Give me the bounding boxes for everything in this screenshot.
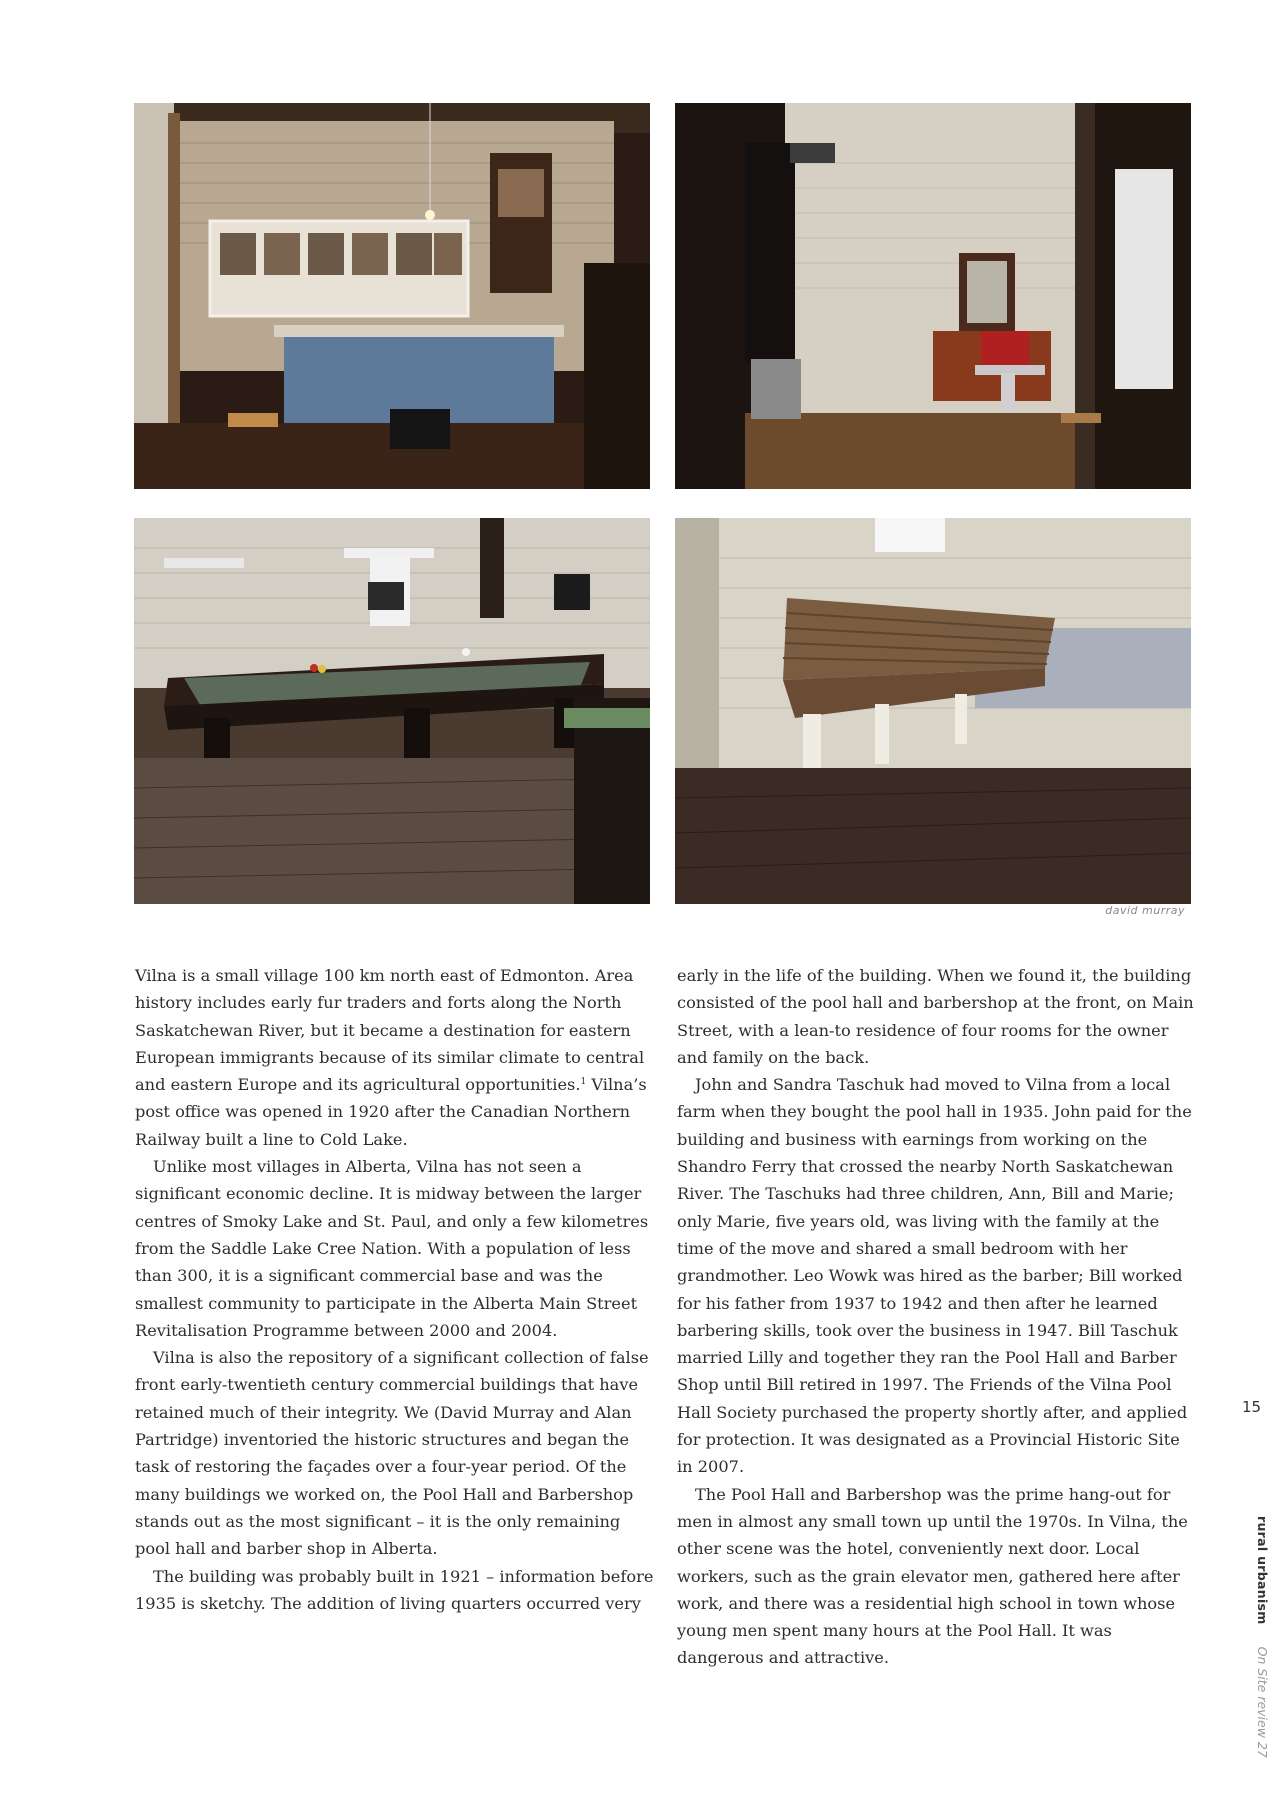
article-column-left — [135, 962, 655, 1617]
paragraph: The building was probably built in 1921 – information before 1935 is sketchy. The addition of living quarters occurred very — [135, 1566, 654, 1613]
paragraph-text: Vilna’s post office was opened in 1920 after the Canadian Northern Railway built a line to Cold Lake. — [135, 1075, 647, 1149]
article-column-right — [677, 962, 1197, 1672]
paragraph: Vilna is also the repository of a significant collection of false front early-twentieth century commercial buildings that have retained much of their integrity. We (David Murray and Alan Partridge) inventoried the historic structures and began the task of restoring the façades over a four-year period. Of the many buildings we worked on, the Pool Hall and Barbershop stands out as the most significant – it is the only remaining pool hall and barber shop in Alberta. — [135, 1348, 649, 1559]
paragraph: John and Sandra Taschuk had moved to Vilna from a local farm when they bought the pool hall in 1935. John paid for the building and business with earnings from working on the Shandro Ferry that crossed the nearby North Saskatchewan River. The Taschuks had three children, Ann, Bill and Marie; only Marie, five years old, was living with the family at the time of the move and shared a small bedroom with her grandmother. Leo Wowk was hired as the barber; Bill worked for his father from 1937 to 1942 and then after he learned barbering skills, took over the business in 1947. Bill Taschuk married Lilly and together they ran the Pool Hall and Barber Shop until Bill retired in 1997. The Friends of the Vilna Pool Hall Society purchased the property shortly after, and applied for protection. It was designated as a Provincial Historic Site in 2007. — [677, 1075, 1192, 1477]
footnote-marker: 1 — [580, 1077, 587, 1088]
photo-wooden-bench — [675, 518, 1191, 904]
photo-barber-shop — [675, 103, 1191, 489]
running-footer — [1255, 1516, 1270, 1758]
paragraph: The Pool Hall and Barbershop was the prime hang-out for men in almost any small town up until the 1970s. In Vilna, the other scene was the hotel, conveniently next door. Local workers, such as the grain elevator men, gathered here after work, and there was a residential high school in town whose young men spent many hours at the Pool Hall. It was dangerous and attractive. — [677, 1484, 1188, 1668]
paragraph-text: Vilna is a small village 100 km north east of Edmonton. Area history includes early fur traders and forts along the North Saskatchewan River, but it became a destination for eastern European immigrants because of its similar climate to central and eastern Europe and its agricultural opportunities. — [135, 966, 645, 1095]
paragraph: early in the life of the building. When we found it, the building consisted of the pool hall and barbershop at the front, on Main Street, with a lean-to residence of four rooms for the owner and family on the back. — [677, 966, 1194, 1067]
magazine-label: On Site review 27 — [1255, 1646, 1270, 1758]
page-number: 15 — [1242, 1398, 1262, 1416]
photo-billiard-table — [134, 518, 650, 904]
photo-pool-hall-counter — [134, 103, 650, 489]
section-label: rural urbanism — [1255, 1516, 1270, 1625]
photo-credit: david murray — [1105, 904, 1185, 917]
paragraph: Unlike most villages in Alberta, Vilna has not seen a significant economic decline. It is midway between the larger centres of Smoky Lake and St. Paul, and only a few kilometres from the Saddle Lake Cree Nation. With a population of less than 300, it is a significant commercial base and was the smallest community to participate in the Alberta Main Street Revitalisation Programme between 2000 and 2004. — [135, 1157, 649, 1340]
paragraph — [135, 962, 655, 1153]
